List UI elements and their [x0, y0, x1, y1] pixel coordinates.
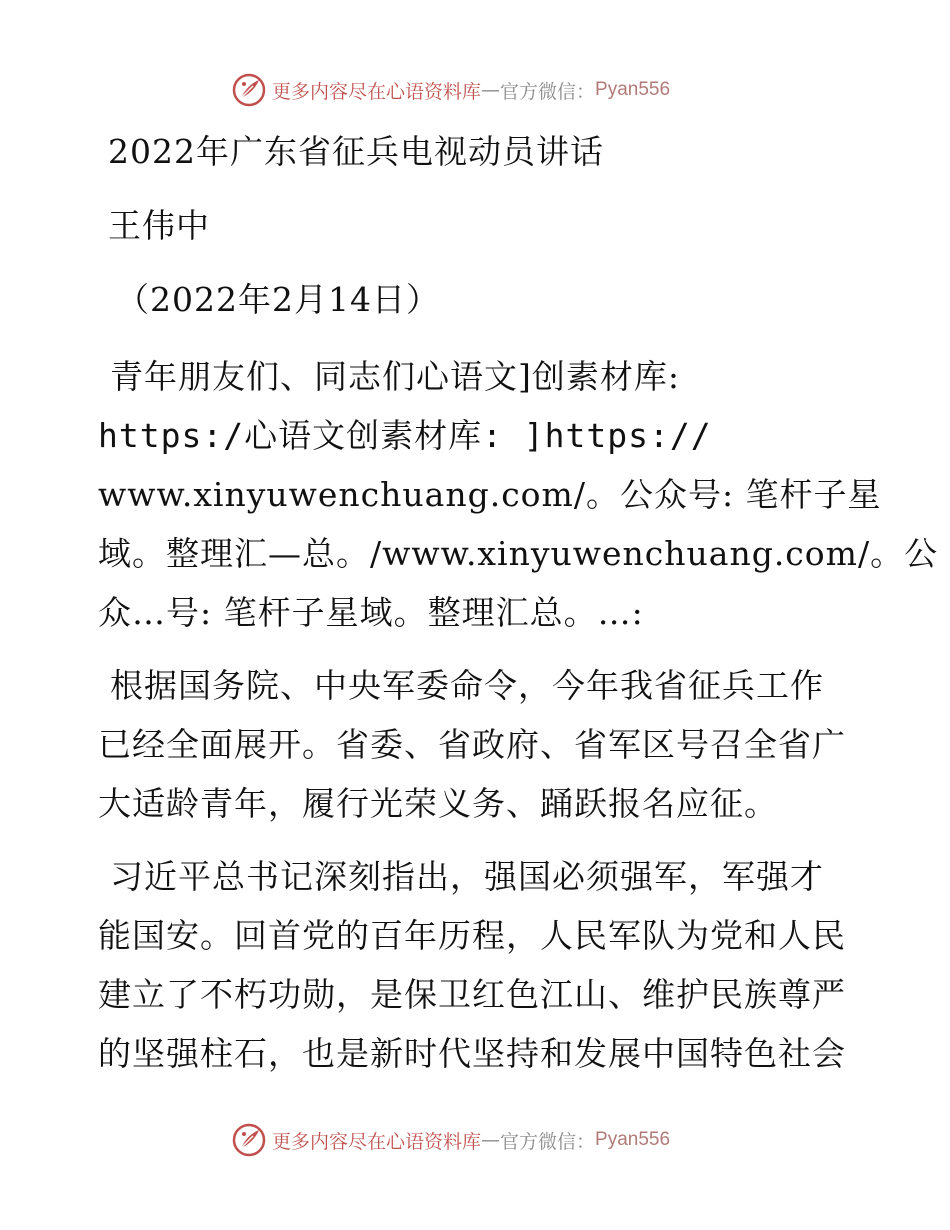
watermark-wechat-id: Pyan556: [595, 79, 671, 100]
watermark-banner-bottom: [232, 1120, 752, 1160]
document-date: （2022年2月14日）: [116, 280, 440, 319]
text-line: 习近平总书记深刻指出，强国必须强军，军强才: [110, 857, 824, 896]
feather-logo-icon: [232, 73, 266, 107]
text-line: www.xinyuwenchuang.com/。公众号: 笔杆子星: [98, 475, 882, 514]
text-line: 根据国务院、中央军委命令，今年我省征兵工作: [110, 666, 824, 705]
watermark-text: 更多内容尽在心语资料库: [272, 80, 482, 103]
watermark-text: 更多内容尽在心语资料库: [272, 1130, 482, 1153]
feather-logo-icon: [232, 1123, 266, 1157]
text-line: 众…号: 笔杆子星域。整理汇总。…:: [98, 593, 644, 632]
paragraph-strong-army: [98, 847, 858, 1083]
watermark-wechat-label: 官方微信：: [500, 80, 596, 103]
text-line: 建立了不朽功勋，是保卫红色江山、维护民族尊严: [98, 975, 846, 1014]
watermark-dash: —: [481, 1129, 501, 1151]
text-line: https:/心语文创素材库: ]https://: [98, 416, 712, 455]
paragraph-greeting: [98, 347, 939, 642]
text-line: 域。整理汇—总。/www.xinyuwenchuang.com/。公: [98, 534, 939, 573]
watermark-wechat-label: 官方微信：: [500, 1130, 596, 1153]
watermark-wechat-id: Pyan556: [595, 1129, 671, 1150]
paragraph-conscription: [98, 656, 858, 833]
document-body: [98, 122, 939, 1083]
document-title: 2022年广东省征兵电视动员讲话: [108, 132, 604, 171]
watermark-dash: —: [481, 79, 501, 101]
text-line: 能国安。回首党的百年历程，人民军队为党和人民: [98, 916, 846, 955]
document-author: 王伟中: [108, 206, 210, 245]
text-line: 的坚强柱石，也是新时代坚持和发展中国特色社会: [98, 1034, 846, 1073]
text-line: 大适龄青年，履行光荣义务、踊跃报名应征。: [98, 784, 778, 823]
watermark-banner-top: [232, 70, 752, 110]
text-line: 青年朋友们、同志们心语文]创素材库:: [110, 357, 680, 396]
text-line: 已经全面展开。省委、省政府、省军区号召全省广: [98, 725, 846, 764]
